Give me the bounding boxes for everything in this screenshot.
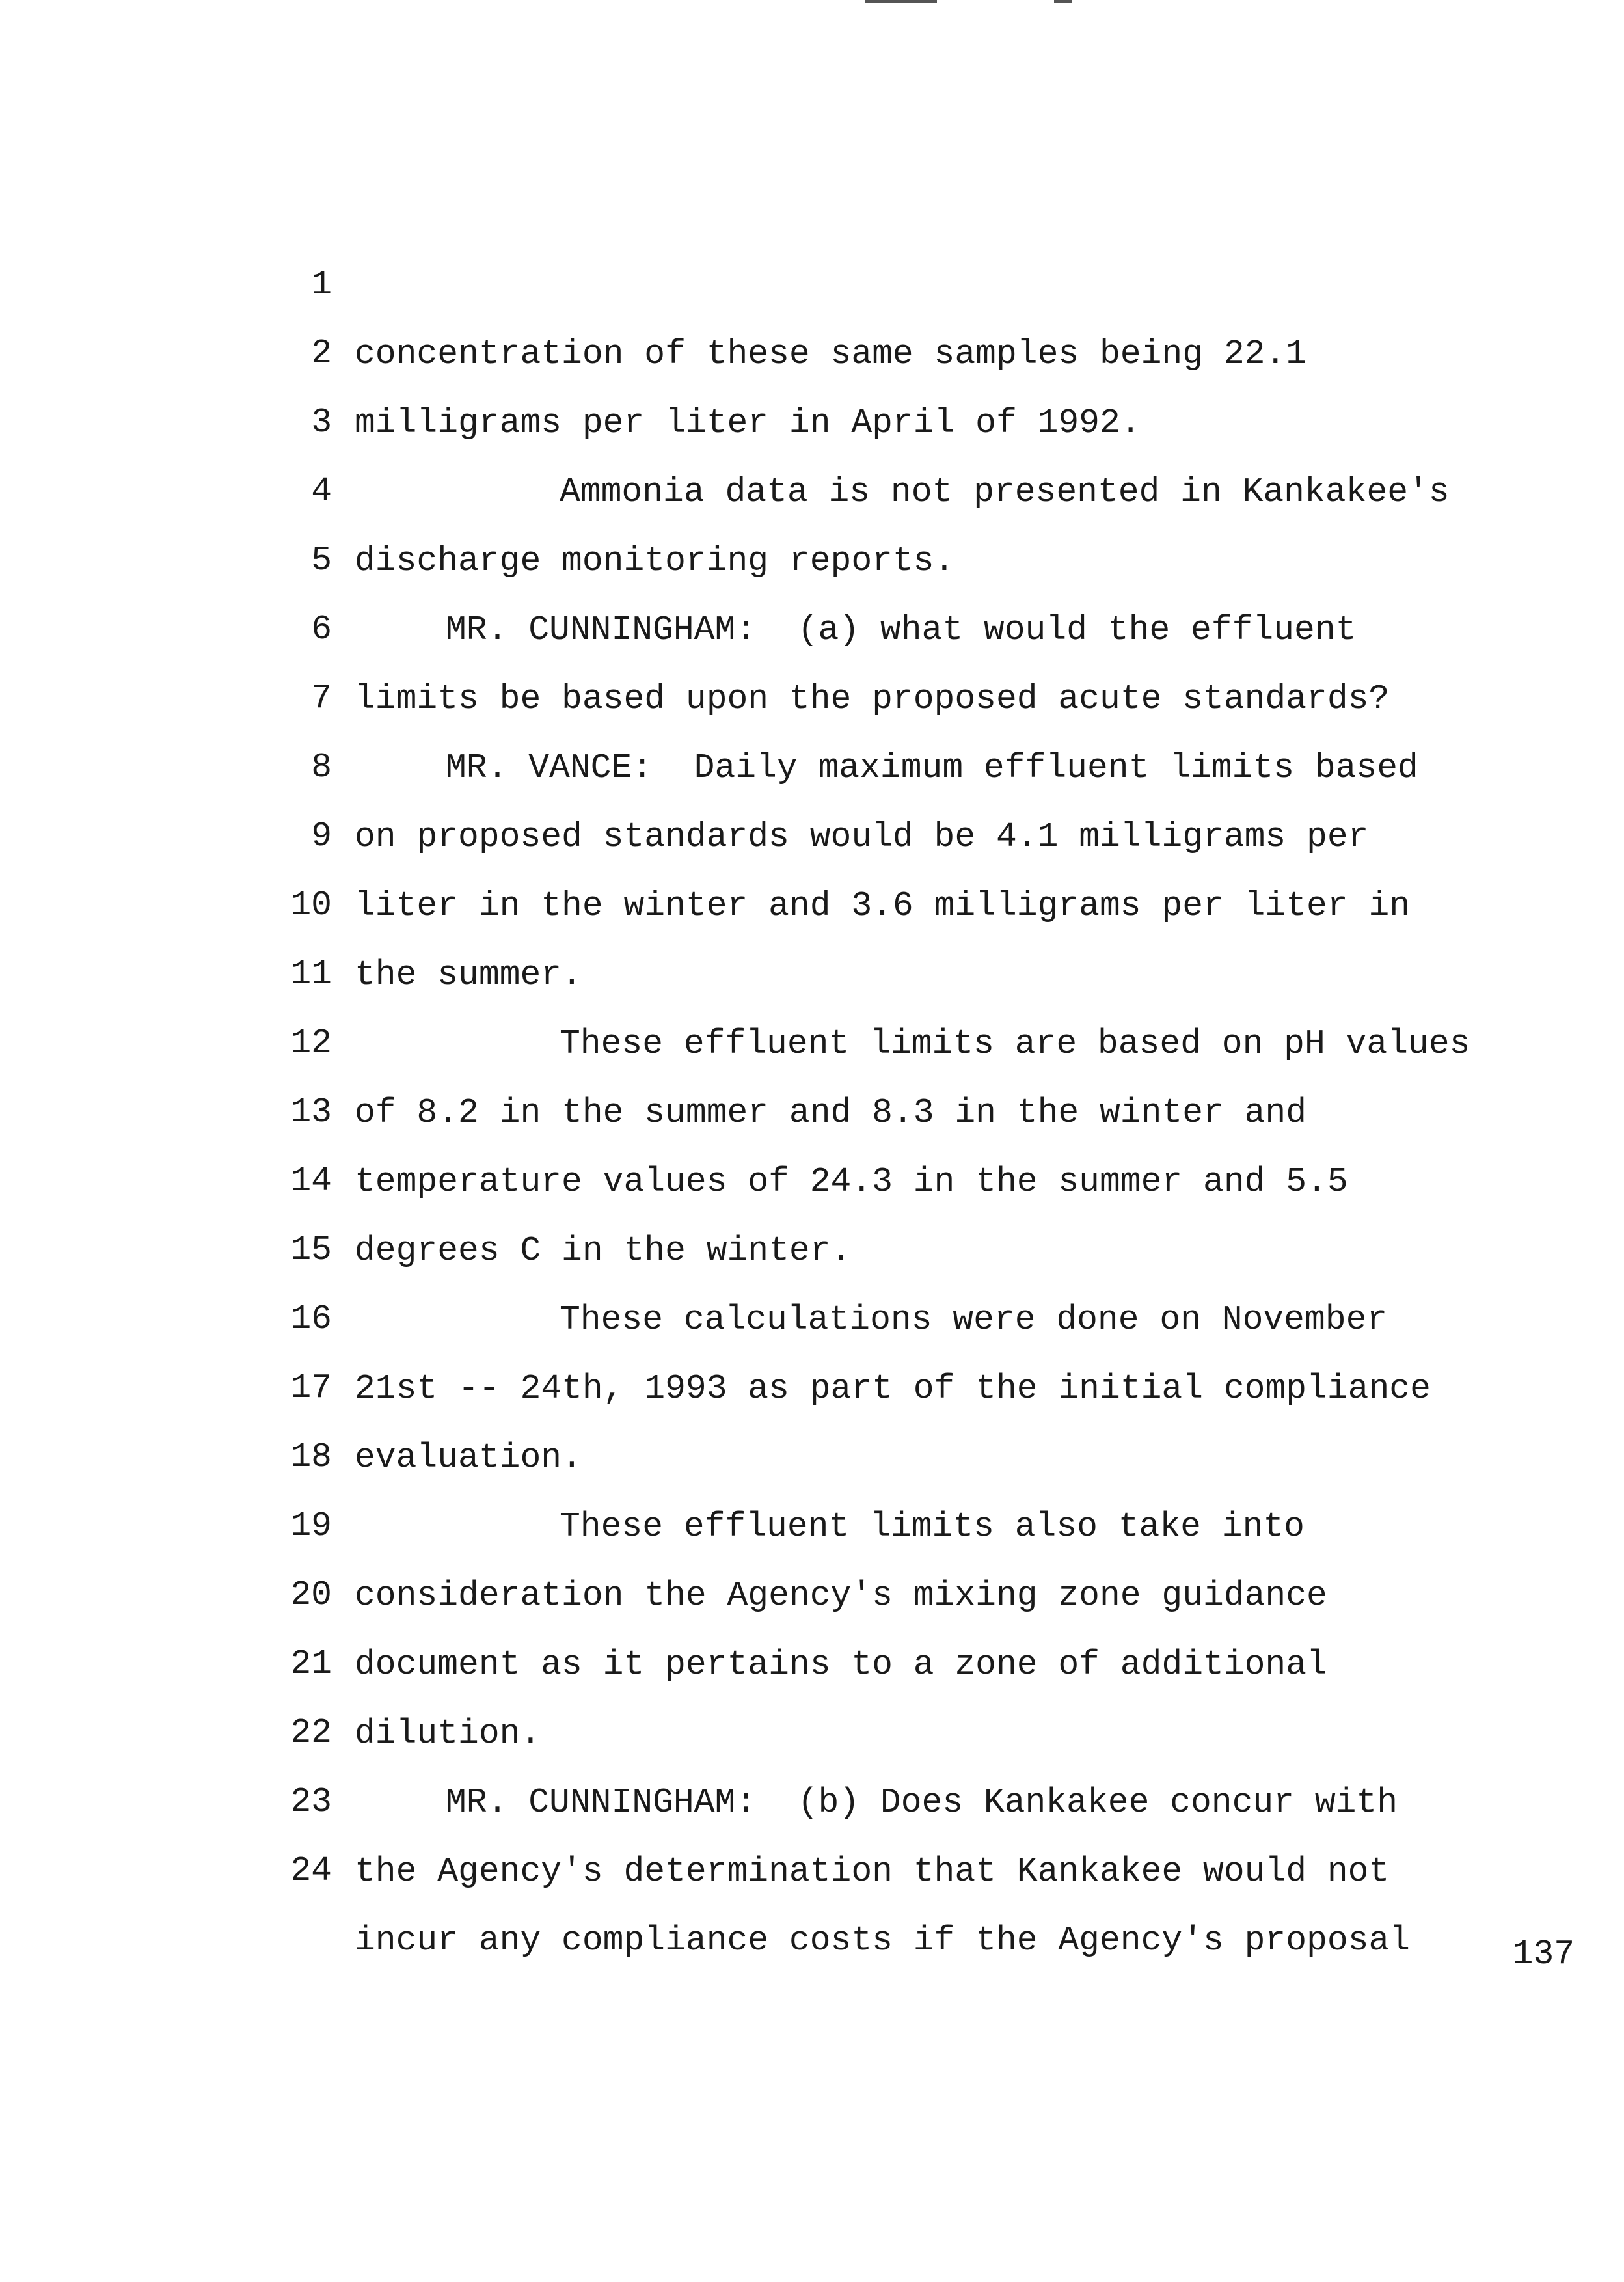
line-number: 20	[290, 1575, 332, 1614]
line-number: 13	[290, 1093, 332, 1132]
top-edge-mark	[865, 0, 937, 3]
line-text: consideration the Agency's mixing zone guidance	[355, 1576, 1327, 1615]
line-text: milligrams per liter in April of 1992.	[355, 403, 1141, 442]
line-text: discharge monitoring reports.	[355, 541, 955, 580]
line-text: the Agency's determination that Kankakee would not	[355, 1852, 1390, 1891]
line-number: 2	[311, 334, 332, 373]
line-text: These effluent limits also take into	[560, 1507, 1305, 1546]
line-number: 17	[290, 1368, 332, 1407]
line-text: limits be based upon the proposed acute standards?	[355, 679, 1390, 718]
line-number: 23	[290, 1782, 332, 1821]
line-text: These calculations were done on November	[560, 1300, 1388, 1339]
line-number: 21	[290, 1644, 332, 1683]
transcript-line	[0, 180, 1624, 374]
line-number: 11	[290, 955, 332, 994]
line-text: on proposed standards would be 4.1 milligrams per	[355, 817, 1369, 856]
line-number: 7	[311, 679, 332, 718]
line-text: These effluent limits are based on pH values	[560, 1024, 1470, 1063]
line-number: 12	[290, 1024, 332, 1063]
line-number: 4	[311, 472, 332, 511]
line-number: 10	[290, 886, 332, 925]
page-number: 137	[1512, 1935, 1575, 1974]
line-text: MR. CUNNINGHAM: (a) what would the effluent	[446, 610, 1357, 649]
line-text: temperature values of 24.3 in the summer and 5.5	[355, 1162, 1348, 1201]
line-text: the summer.	[355, 955, 582, 994]
line-text: degrees C in the winter.	[355, 1231, 852, 1270]
line-number: 24	[290, 1851, 332, 1890]
line-number: 15	[290, 1230, 332, 1270]
line-number: 3	[311, 403, 332, 442]
line-text: dilution.	[355, 1714, 541, 1753]
line-text: evaluation.	[355, 1438, 582, 1477]
line-text: MR. VANCE: Daily maximum effluent limits based	[446, 748, 1418, 787]
line-text: of 8.2 in the summer and 8.3 in the winter and	[355, 1093, 1307, 1132]
line-number: 8	[311, 748, 332, 787]
line-number: 18	[290, 1437, 332, 1476]
line-number: 6	[311, 610, 332, 649]
line-number: 5	[311, 541, 332, 580]
line-number: 9	[311, 817, 332, 856]
line-text: incur any compliance costs if the Agency's proposal	[355, 1921, 1411, 1960]
line-number: 14	[290, 1161, 332, 1201]
line-number: 1	[311, 265, 332, 304]
line-text: document as it pertains to a zone of additional	[355, 1645, 1327, 1684]
line-number: 19	[290, 1506, 332, 1545]
line-text: MR. CUNNINGHAM: (b) Does Kankakee concur with	[446, 1783, 1398, 1822]
line-text: Ammonia data is not presented in Kankakee's	[560, 472, 1450, 511]
top-edge-mark	[1054, 0, 1072, 3]
line-text: liter in the winter and 3.6 milligrams per liter in	[355, 886, 1411, 925]
line-number: 16	[290, 1299, 332, 1338]
line-text: 21st -- 24th, 1993 as part of the initial compliance	[355, 1369, 1431, 1408]
line-text: concentration of these same samples being 22.1	[355, 334, 1307, 374]
line-number: 22	[290, 1713, 332, 1752]
